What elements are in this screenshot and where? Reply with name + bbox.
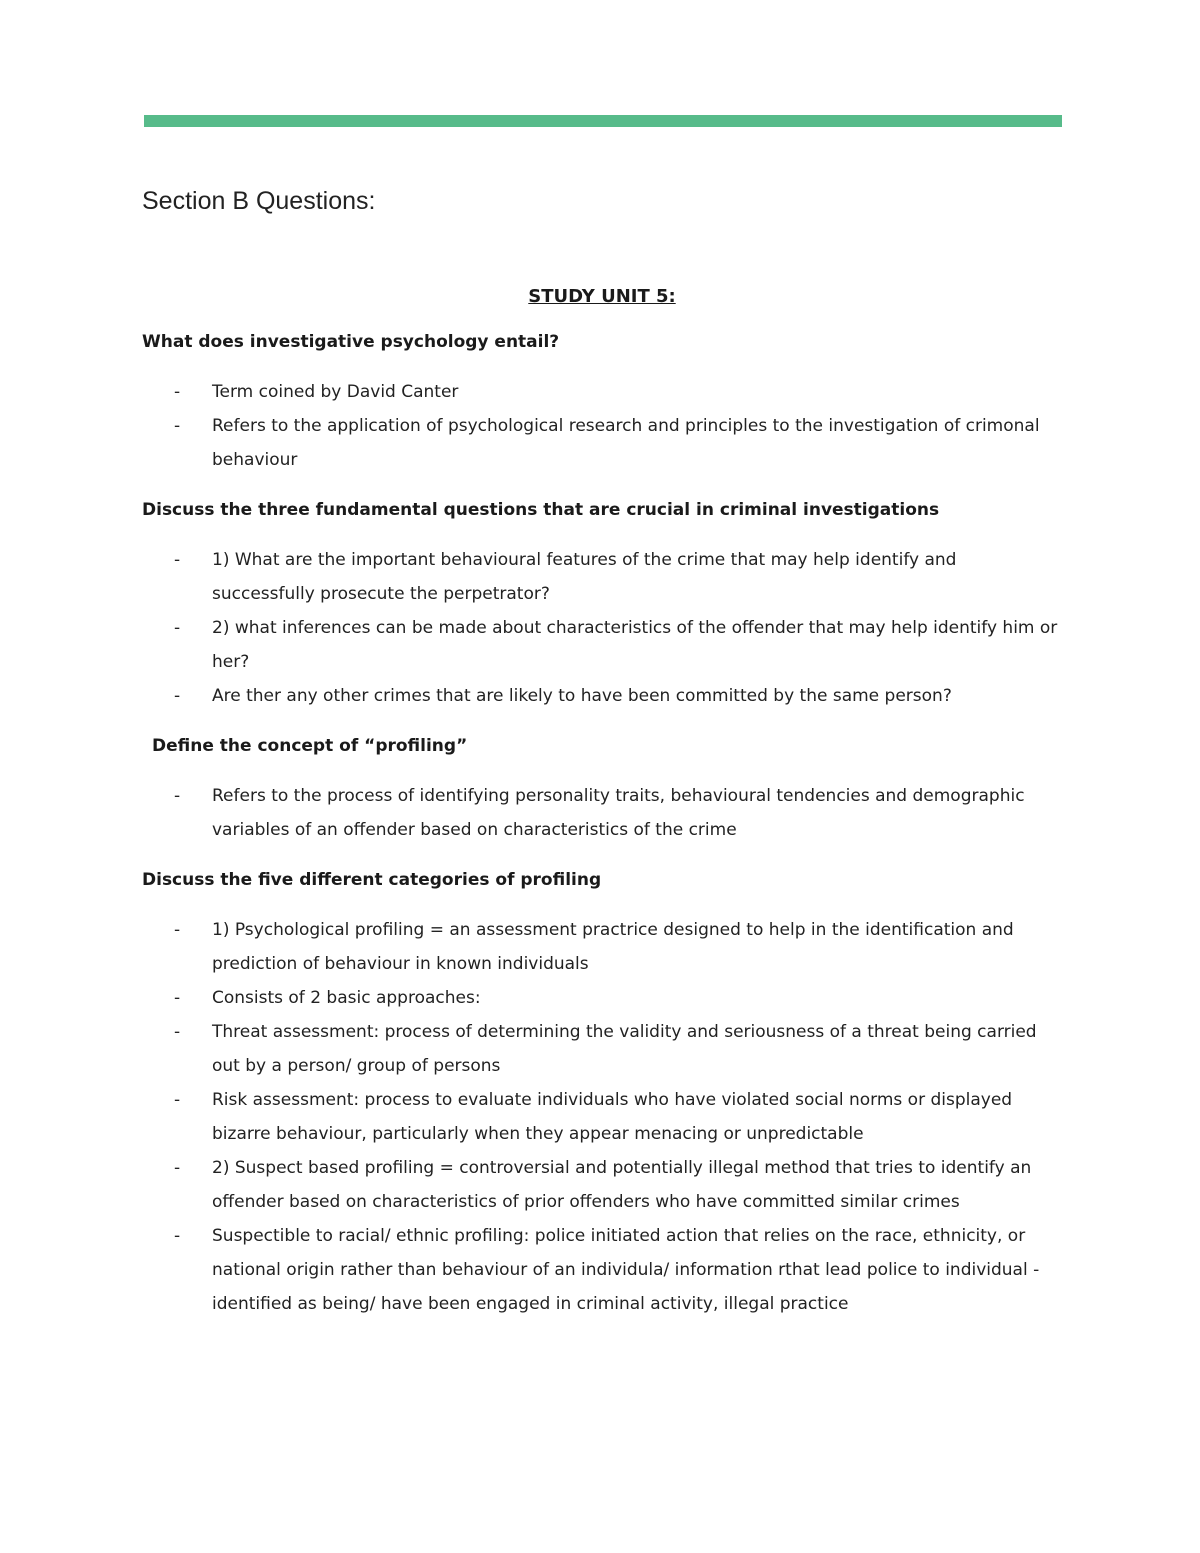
section-title: Section B Questions: [142, 187, 376, 215]
dash-marker: - [174, 416, 181, 436]
question-heading: What does investigative psychology entail? [142, 332, 560, 352]
list-item-text: 1) What are the important behavioural features of the crime that may help identify and successfully prosecute the perpetrator? [212, 550, 957, 604]
list-item-text: Consists of 2 basic approaches: [212, 988, 481, 1008]
unit-heading: STUDY UNIT 5: [528, 286, 676, 307]
list-item [142, 981, 1062, 1015]
document-content [142, 183, 1062, 1341]
list-item-text: Risk assessment: process to evaluate individuals who have violated social norms or displayed bizarre behaviour, particularly when they appear menacing or unpredictable [212, 1090, 1013, 1144]
list-item [142, 679, 1062, 713]
list-item-text: Refers to the application of psychological research and principles to the investigation of crimonal behaviour [212, 416, 1040, 470]
dash-marker: - [174, 1226, 181, 1246]
list-item [142, 1083, 1062, 1151]
question-heading: Discuss the five different categories of profiling [142, 870, 602, 890]
list-item-text: 2) Suspect based profiling = controversial and potentially illegal method that tries to identify an offender based on characteristics of prior offenders who have committed similar crimes [212, 1158, 1032, 1212]
dash-marker: - [174, 1158, 181, 1178]
dash-marker: - [174, 1022, 181, 1042]
list-item [142, 1151, 1062, 1219]
dash-marker: - [174, 988, 181, 1008]
answer-list [142, 913, 1062, 1321]
answer-list [142, 375, 1062, 477]
list-item-text: 1) Psychological profiling = an assessment practrice designed to help in the identification and prediction of behaviour in known individuals [212, 920, 1014, 974]
dash-marker: - [174, 686, 181, 706]
list-item [142, 543, 1062, 611]
dash-marker: - [174, 382, 181, 402]
list-item [142, 1219, 1062, 1321]
dash-marker: - [174, 1090, 181, 1110]
dash-marker: - [174, 920, 181, 940]
list-item-text: Suspectible to racial/ ethnic profiling: police initiated action that relies on the race, ethnicity, or national origin rather than behaviour of an individula/ information rthat lead police to individual - identified as being/ have been engaged in criminal activity, illegal practice [212, 1226, 1040, 1314]
answer-list [142, 779, 1062, 847]
list-item [142, 913, 1062, 981]
list-item [142, 1015, 1062, 1083]
answer-list [142, 543, 1062, 713]
list-item-text: Term coined by David Canter [212, 382, 459, 402]
list-item-text: Are ther any other crimes that are likely to have been committed by the same person? [212, 686, 952, 706]
list-item-text: 2) what inferences can be made about characteristics of the offender that may help identify him or her? [212, 618, 1058, 672]
top-divider [144, 115, 1062, 127]
list-item [142, 611, 1062, 679]
list-item [142, 779, 1062, 847]
dash-marker: - [174, 618, 181, 638]
question-heading: Discuss the three fundamental questions that are crucial in criminal investigations [142, 500, 940, 520]
list-item-text: Threat assessment: process of determining the validity and seriousness of a threat being carried out by a person/ group of persons [212, 1022, 1037, 1076]
question-heading: Define the concept of “profiling” [152, 736, 468, 756]
list-item [142, 375, 1062, 409]
list-item-text: Refers to the process of identifying personality traits, behavioural tendencies and demographic variables of an offender based on characteristics of the crime [212, 786, 1025, 840]
dash-marker: - [174, 550, 181, 570]
list-item [142, 409, 1062, 477]
dash-marker: - [174, 786, 181, 806]
